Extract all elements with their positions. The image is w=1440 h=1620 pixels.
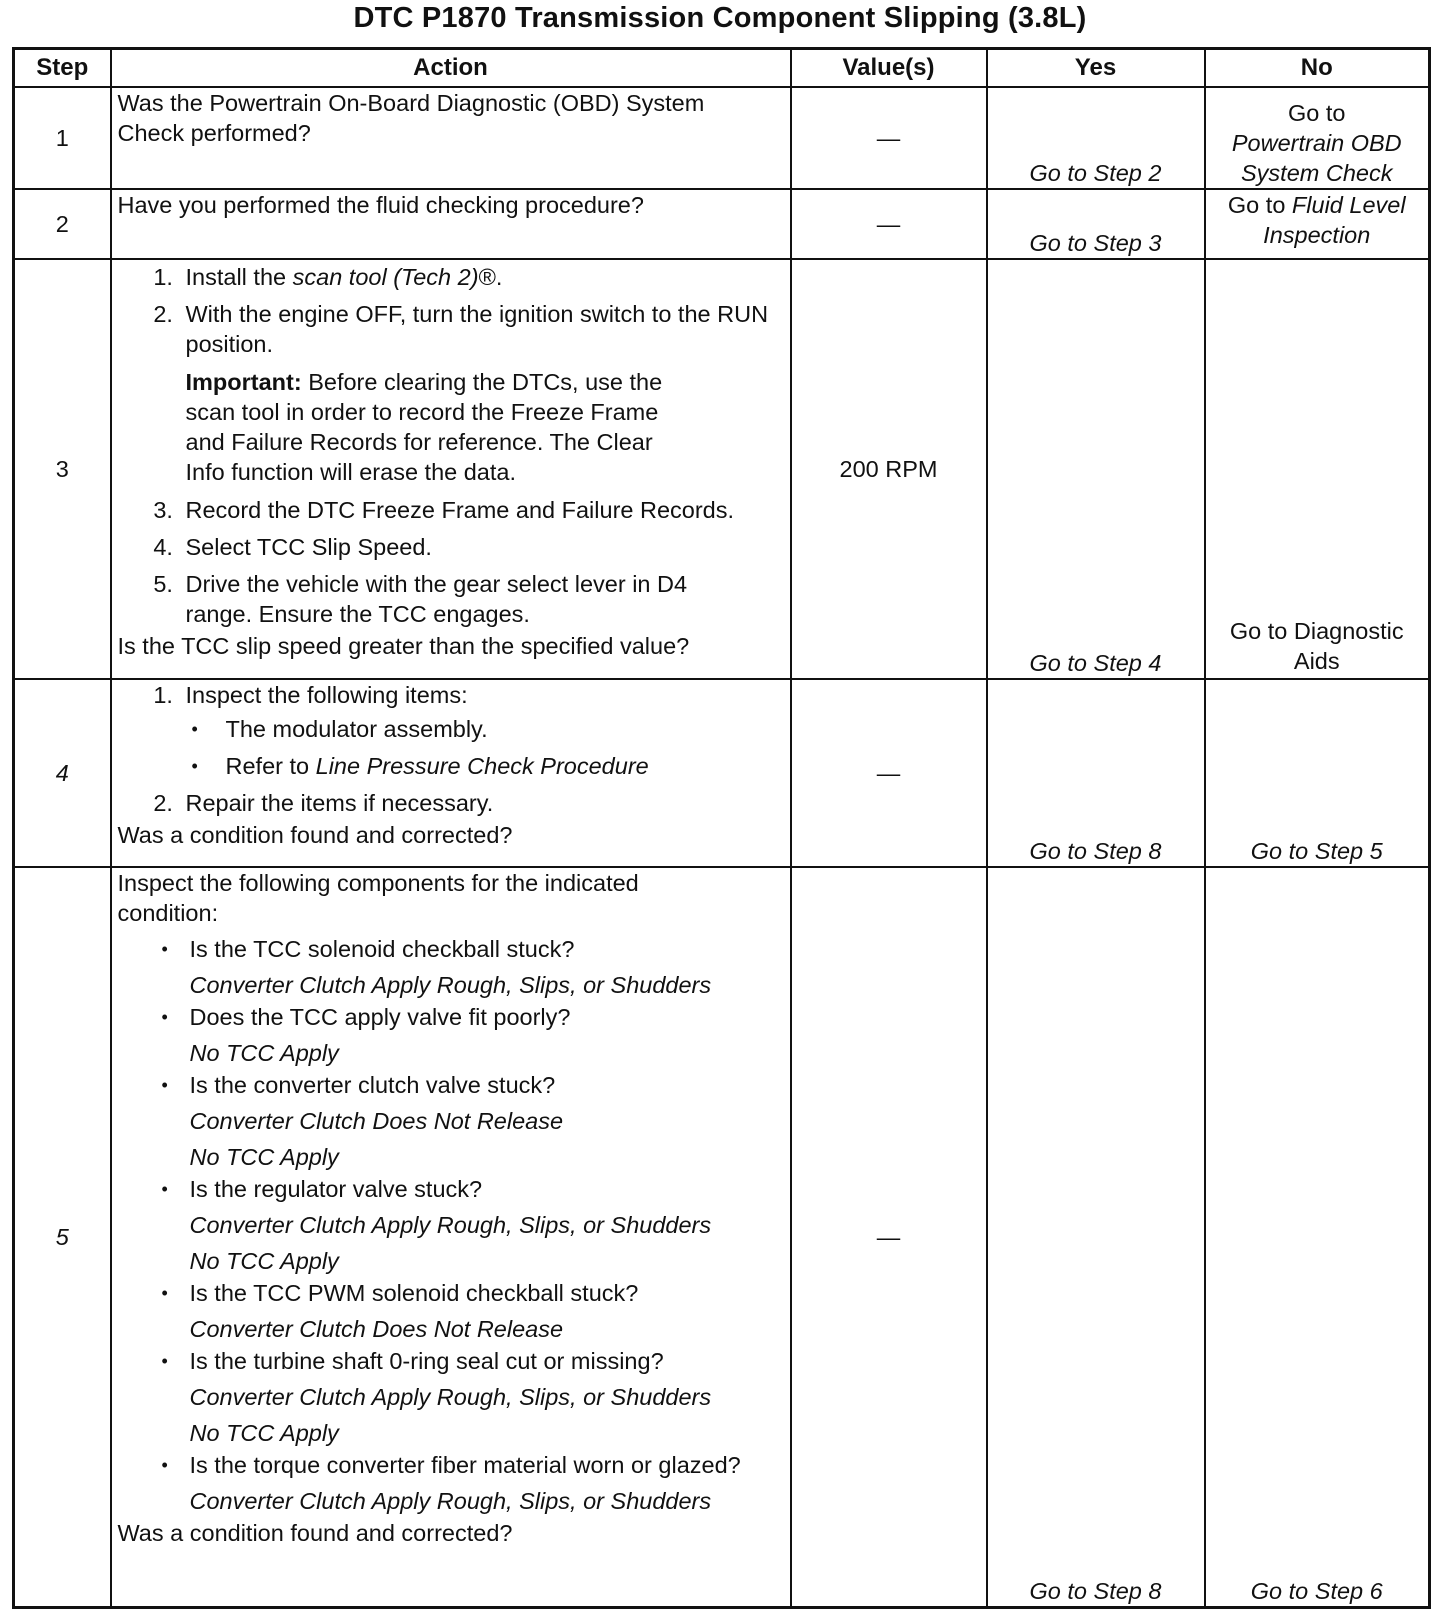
list-item: 1. Install the scan tool (Tech 2)®. [180, 262, 784, 292]
action-question: Have you performed the fluid checking procedure? [117, 192, 644, 218]
no-link[interactable]: Go to Step 5 [1205, 679, 1430, 867]
step-number: 3 [14, 259, 111, 679]
value-cell: — [791, 189, 987, 259]
diagnostic-reference: Converter Clutch Apply Rough, Slips, or Shudders [189, 1384, 712, 1410]
diagnostic-reference: No TCC Apply [189, 1040, 339, 1066]
no-link[interactable]: Go to Step 6 [1205, 867, 1430, 1608]
header-step: Step [14, 49, 111, 88]
diagnostic-reference: Converter Clutch Apply Rough, Slips, or Shudders [189, 972, 712, 998]
action-question: Was a condition found and corrected? [117, 822, 513, 848]
component-item: • Is the converter clutch valve stuck? Converter Clutch Does Not Release No TCC Apply [190, 1070, 784, 1172]
component-item: • Is the TCC PWM solenoid checkball stuck? Converter Clutch Does Not Release [190, 1278, 784, 1344]
component-item: • Is the torque converter fiber material worn or glazed? Converter Clutch Apply Rough, Slips, or Shudders [190, 1450, 784, 1516]
bullet-list [186, 714, 784, 781]
table-row [14, 189, 1430, 259]
diagnostic-reference: No TCC Apply [189, 1420, 339, 1446]
component-item: • Is the turbine shaft 0-ring seal cut or missing? Converter Clutch Apply Rough, Slips, or Shudders No TCC Apply [190, 1346, 784, 1448]
action-intro: Inspect the following components for the indicated condition: [117, 870, 639, 926]
list-item: 1. Inspect the following items: • The modulator assembly. • Refer to Line Pressure Check Procedure [180, 680, 784, 781]
no-target: Powertrain OBD System Check [1231, 130, 1402, 186]
value-cell: 200 RPM [791, 259, 987, 679]
action-text [111, 87, 791, 189]
header-yes: Yes [987, 49, 1205, 88]
step-number: 2 [14, 189, 111, 259]
diagnostic-reference: No TCC Apply [189, 1144, 339, 1170]
no-link[interactable] [1205, 189, 1430, 259]
yes-link[interactable]: Go to Step 4 [987, 259, 1205, 679]
list-item: 2. Repair the items if necessary. [180, 788, 784, 818]
step-list [118, 262, 784, 629]
yes-link[interactable]: Go to Step 3 [987, 189, 1205, 259]
yes-link[interactable]: Go to Step 8 [987, 867, 1205, 1608]
action-question: Was a condition found and corrected? [117, 1520, 513, 1546]
no-link[interactable]: Go to Diagnostic Aids [1205, 259, 1430, 679]
diagnostic-reference: Converter Clutch Apply Rough, Slips, or Shudders [189, 1212, 712, 1238]
action-text [111, 679, 791, 867]
component-item: • Does the TCC apply valve fit poorly? No TCC Apply [190, 1002, 784, 1068]
action-question: Is the TCC slip speed greater than the specified value? [117, 633, 690, 659]
bullet-item: • The modulator assembly. [220, 714, 784, 744]
diagnostic-reference: No TCC Apply [189, 1248, 339, 1274]
step-list [118, 680, 784, 818]
value-cell: — [791, 679, 987, 867]
action-text [111, 867, 791, 1608]
table-row [14, 679, 1430, 867]
header-values: Value(s) [791, 49, 987, 88]
list-item: 2. With the engine OFF, turn the ignition switch to the RUN position. Important: Before clearing the DTCs, use the scan tool in order to record the Freeze Frame and Failure Records for reference. The Clear Info function will erase the data. [180, 299, 784, 487]
no-link[interactable] [1205, 87, 1430, 189]
step-number: 1 [14, 87, 111, 189]
yes-link[interactable]: Go to Step 2 [987, 87, 1205, 189]
no-target: Fluid Level Inspection [1263, 192, 1406, 248]
table-row [14, 87, 1430, 189]
header-row [14, 49, 1430, 88]
table-row [14, 867, 1430, 1608]
component-list [118, 934, 784, 1516]
bullet-item: • Refer to Line Pressure Check Procedure [220, 751, 784, 781]
action-text [111, 259, 791, 679]
value-cell: — [791, 87, 987, 189]
step-number: 5 [14, 867, 111, 1608]
action-text [111, 189, 791, 259]
component-item: • Is the regulator valve stuck? Converter Clutch Apply Rough, Slips, or Shudders No TCC Apply [190, 1174, 784, 1276]
no-prefix: Go to [1227, 192, 1286, 218]
diagnostic-reference: Converter Clutch Does Not Release [189, 1316, 564, 1342]
step-number: 4 [14, 679, 111, 867]
value-cell: — [791, 867, 987, 1608]
list-item: 4. Select TCC Slip Speed. [180, 532, 784, 562]
table-row [14, 259, 1430, 679]
diagnostic-reference: Converter Clutch Does Not Release [189, 1108, 564, 1134]
yes-link[interactable]: Go to Step 8 [987, 679, 1205, 867]
component-item: • Is the TCC solenoid checkball stuck? Converter Clutch Apply Rough, Slips, or Shudders [190, 934, 784, 1000]
diagnostic-table [12, 47, 1431, 1609]
list-item: 3. Record the DTC Freeze Frame and Failure Records. [180, 495, 784, 525]
diagnostic-reference: Converter Clutch Apply Rough, Slips, or Shudders [189, 1488, 712, 1514]
page-title: DTC P1870 Transmission Component Slipping (3.8L) [353, 2, 1087, 34]
important-note: Important: Before clearing the DTCs, use the scan tool in order to record the Freeze Frame and Failure Records for reference. The Clear Info function will erase the data. [185, 369, 663, 485]
list-item: 5. Drive the vehicle with the gear select lever in D4 range. Ensure the TCC engages. [180, 569, 784, 629]
action-question: Was the Powertrain On-Board Diagnostic (OBD) System Check performed? [117, 90, 705, 146]
no-prefix: Go to [1288, 100, 1346, 126]
header-no: No [1205, 49, 1430, 88]
header-action: Action [111, 49, 791, 88]
